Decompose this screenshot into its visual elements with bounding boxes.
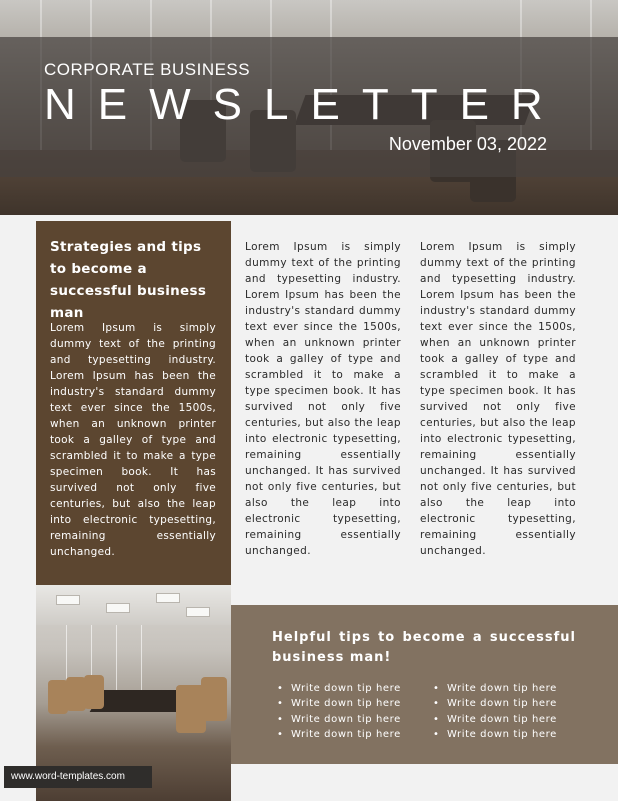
tip-item: • Write down tip here [273,696,401,711]
newsletter-title: NEWSLETTER [44,80,565,129]
sidebar-heading: Strategies and tips to become a successful business man [50,239,207,321]
tips-list-left [273,681,401,742]
tip-item: • Write down tip here [273,727,401,742]
tip-item: • Write down tip here [429,727,557,742]
watermark-link[interactable]: www.word-templates.com [4,766,152,788]
tip-item: • Write down tip here [273,681,401,696]
tip-item: • Write down tip here [429,681,557,696]
article-column-1: Lorem Ipsum is simply dummy text of the printing and typesetting industry. Lorem Ipsum has been the industry's standard dummy text ever since the 1500s, when an unknown printer took a galley of type and scrambled it to make a type specimen book. It has survived not only five centuries, but also the leap into electronic typesetting, remaining essentially unchanged. It has survived not only five centuries, but also the leap into electronic typesetting, remaining essentially unchanged. [245,241,401,557]
tips-band [231,605,618,764]
tips-heading: Helpful tips to become a successful business man! [272,630,576,665]
article-column-2: Lorem Ipsum is simply dummy text of the printing and typesetting industry. Lorem Ipsum has been the industry's standard dummy text ever since the 1500s, when an unknown printer took a galley of type and scrambled it to make a type specimen book. It has survived not only five centuries, but also the leap into electronic typesetting, remaining essentially unchanged. It has survived not only five centuries, but also the leap into electronic typesetting, remaining essentially unchanged. [420,241,576,557]
sidebar-box [36,221,231,604]
sidebar-body: Lorem Ipsum is simply dummy text of the printing and typesetting industry. Lorem Ipsum has been the industry's standard dummy text ever since the 1500s, when an unknown printer took a galley of type and scrambled it to make a type specimen book. It has survived not only five centuries, but also the leap into electronic typesetting, remaining essentially unchanged. [50,322,216,558]
tips-list-right [429,681,557,742]
tip-item: • Write down tip here [429,712,557,727]
issue-date: November 03, 2022 [388,134,547,154]
header-kicker: CORPORATE BUSINESS [44,60,251,79]
tip-item: • Write down tip here [273,712,401,727]
tip-item: • Write down tip here [429,696,557,711]
